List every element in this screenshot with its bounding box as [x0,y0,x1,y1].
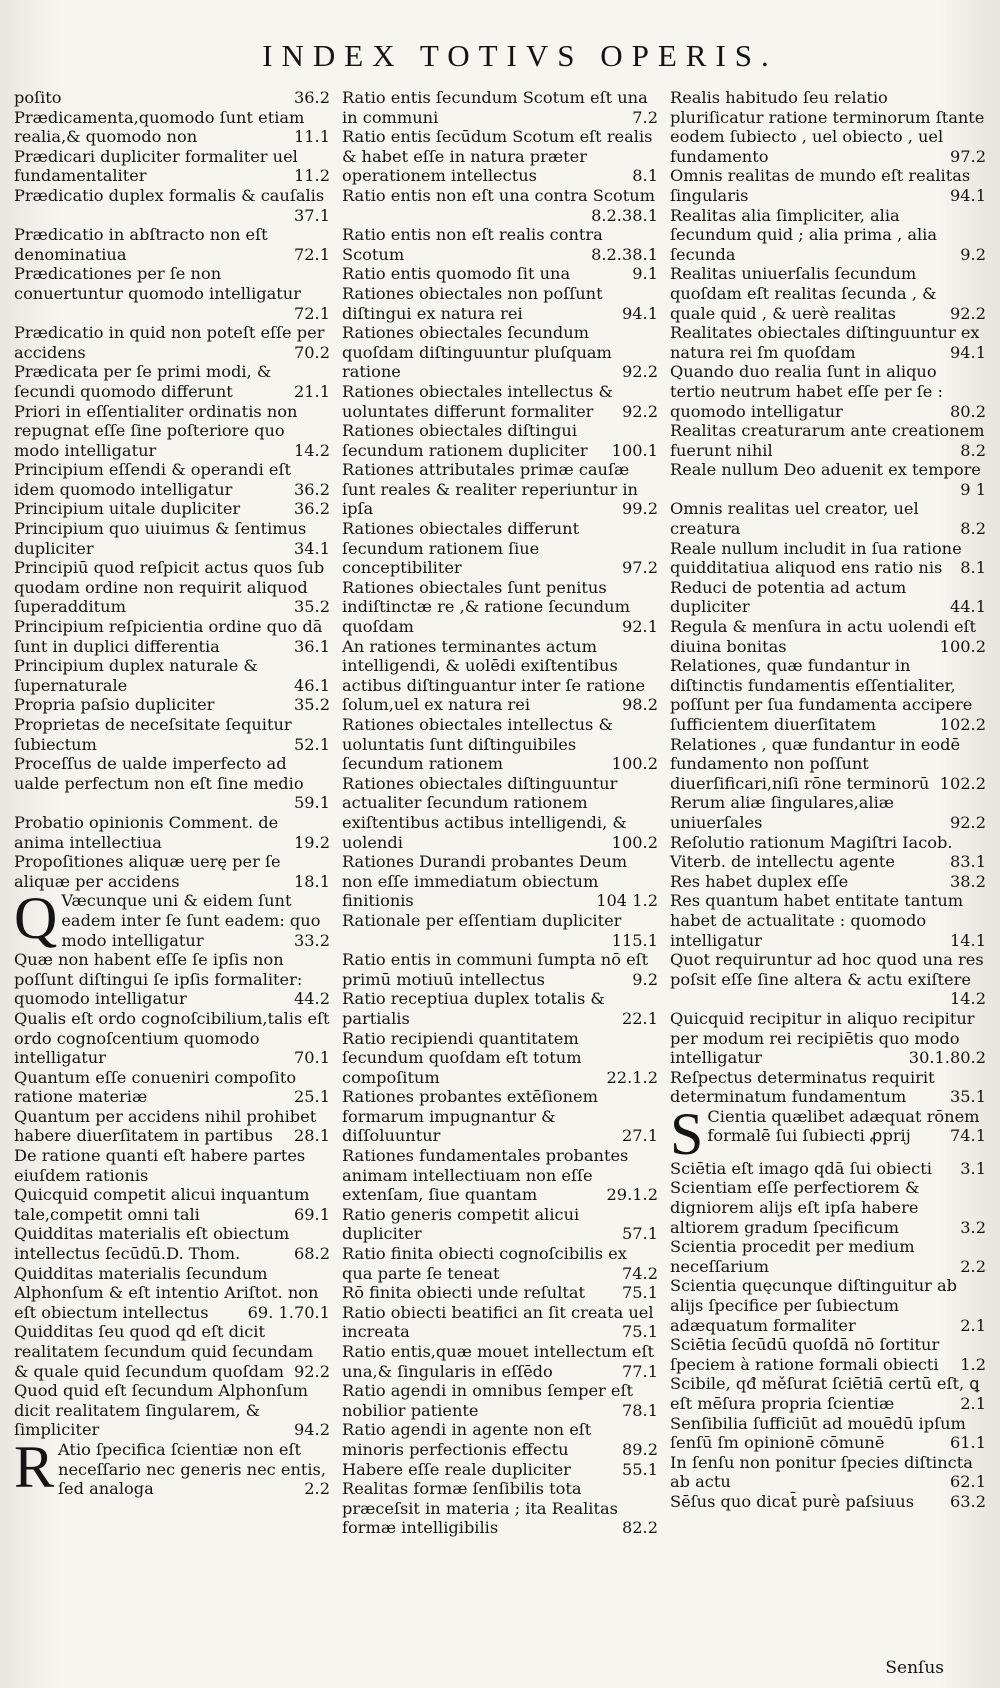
entry-text: Relationes, quæ fundantur in diſtinctis fundamentis eſſentialiter, poſſunt per ſua fundamenta accipere ſufficientem diuerſitatem [670,656,973,734]
page-reference: 62.1 [949,1472,986,1492]
entry-text: Quæ non habent eſſe ſe ipſis non poſſunt diſtingui ſe ipſis formaliter: quomodo intelligatur [14,950,303,1009]
page-reference: 14.2 [949,989,986,1009]
index-entry [342,774,658,852]
entry-text: Quicquid competit alicui inquantum tale,competit omni tali [14,1185,310,1224]
entry-text: De ratione quanti eſt habere partes eiuſdem rationis [14,1146,306,1185]
page-reference: 94.1 [949,185,986,205]
entry-text: poſito [14,88,62,107]
entry-text: Prædicatio duplex formalis & cauſalis [14,185,325,205]
entry-text: Probatio opinionis Comment. de anima intellectiua [14,812,279,852]
index-entry [670,793,986,832]
index-entry [342,911,658,950]
page-reference: 63.2 [949,1491,986,1511]
index-entry [342,127,658,186]
entry-text: Scibile, qđ měſurat ſciētiā certū eſt, ꝗ eſt mēſura propria ſcientiæ [670,1374,980,1413]
page-reference: 102.2 [939,773,986,793]
index-entry [342,1479,658,1538]
index-entry [342,578,658,637]
page-reference: 82.2 [621,1518,658,1538]
page-reference: 25.1 [293,1087,330,1107]
entry-text: Principium reſpicientia ordine quo dā ſunt in duplici differentia [14,617,323,656]
entry-text: Quidditas materialis eſt obiectum intellectus ſecūdū.D. Thom. [14,1224,290,1264]
drop-cap: S [670,1100,704,1167]
entry-text: Prædicatio in quid non poteſt eſſe per accidens [14,323,325,362]
index-entry [14,499,330,519]
page-reference: 77.1 [621,1361,658,1381]
page-reference: 69. 1.70.1 [247,1302,330,1322]
entry-text: Ratio entis ſecūdum Scotum eſt realis & habet eſſe in natura præter operationem intellectus [342,127,653,186]
index-entry [14,1185,330,1224]
page-reference: 28.1 [293,1126,330,1146]
page-reference: 46.1 [293,675,330,695]
page-reference: 14.2 [293,440,330,460]
page-reference: 8.2.38.1 [591,244,658,264]
page-reference: 3.2 [960,1217,986,1237]
page-reference: 104 1.2 [596,891,658,911]
entry-text: Qualis eſt ordo cognoſcibilium,talis eſt ordo cognoſcentium quomodo intelligatur [14,1008,330,1068]
page-reference: 18.1 [293,871,330,891]
index-entry [14,147,330,186]
index-entry [342,323,658,382]
index-entry [670,88,986,166]
index-entry [14,695,330,715]
index-entry [14,362,330,401]
index-entry [670,460,986,499]
entry-text: An rationes terminantes actum intelligendi, & uolēdi exiſtentibus actibus diſtinguantur inter ſe ratione ſolum,uel ex natura rei [342,636,646,715]
entry-text: Ratio entis quomodo ſit una [342,264,571,284]
index-entry [670,1276,986,1335]
page-reference: 94.1 [949,342,986,362]
index-entry [670,499,986,538]
entry-text: Rationes obiectales non poſſunt diſtingui ex natura rei [342,283,603,323]
index-entry [14,108,330,147]
index-column-2 [342,88,658,1538]
page-reference: 8.1 [960,558,986,578]
index-entry [14,715,330,754]
index-entry [14,852,330,891]
page-reference: 27.1 [621,1126,658,1146]
entry-text: Sēſus quo dicat̄ purè paſsiuus [670,1491,915,1511]
page-reference: 9.2 [960,244,986,264]
index-entry [342,519,658,578]
entry-text: Ratio generis competit alicui dupliciter [342,1204,580,1244]
index-entry [670,166,986,205]
entry-text: Scientia quęcunque diſtinguitur ab alijs ſpecifice per ſubiectum adæquatum formaliter [670,1276,958,1335]
entry-text: Habere eſſe reale dupliciter [342,1459,571,1479]
page-reference: 29.1.2 [606,1185,658,1205]
index-entry [670,656,986,734]
page-reference: 115.1 [611,930,658,950]
entry-text: Quando duo realia ſunt in aliquo tertio neutrum habet eſſe per ſe : quomodo intelligatur [670,362,943,421]
page-reference: 36.2 [293,499,330,519]
entry-text: Priori in eſſentialiter ordinatis non repugnat eſſe ſine poſteriore quo modo intelligatur [14,401,298,460]
drop-cap: Q [14,885,58,952]
entry-text: Scientia procedit per medium neceſſarium [670,1237,915,1276]
index-entry [342,1087,658,1146]
page-reference: 61.1 [949,1433,986,1453]
page-reference: 30.1.80.2 [908,1048,986,1068]
page-reference: 11.2 [293,166,330,186]
page-reference: 75.1 [621,1322,658,1342]
entry-text: Realitates obiectales diſtinguuntur ex natura rei ſm quoſdam [670,323,980,362]
page-reference: 2.1 [960,1315,986,1335]
index-entry [14,617,330,656]
page-reference: 89.2 [621,1439,658,1459]
index-entry [670,1009,986,1068]
index-entry [14,1107,330,1146]
index-entry [14,460,330,499]
index-entry [342,1244,658,1283]
index-entry [670,421,986,460]
page-reference: 74.2 [621,1263,658,1283]
page-reference: 92.2 [949,303,986,323]
page-reference: 57.1 [621,1224,658,1244]
page-reference: 92.2 [949,812,986,832]
entry-text: Quot requiruntur ad hoc quod una res poſsit eſſe ſine altera & actu exiſtere [670,950,984,989]
page-reference: 98.2 [621,695,658,715]
index-entry [670,323,986,362]
entry-text: Omnis realitas uel creator, uel creatura [670,499,919,539]
index-entry [342,1205,658,1244]
page-reference: 52.1 [293,734,330,754]
entry-text: Reale nullum Deo aduenit ex tempore [670,460,981,480]
entry-text: Principium uitale dupliciter [14,499,241,519]
page-reference: 34.1 [293,538,330,558]
entry-text: Res habet duplex eſſe [670,871,849,891]
page-reference: 19.2 [293,832,330,852]
page-reference: 35.1 [949,1087,986,1107]
index-entry [342,1420,658,1459]
page-reference: 14.1 [949,930,986,950]
page-reference: 100.2 [611,832,658,852]
index-entry [342,1303,658,1342]
index-entry [342,460,658,519]
page-reference: 97.2 [621,558,658,578]
entry-text: Cientia quælibet adæquat rōnem formalē ſui ſubiecti ꝓprij [707,1106,980,1146]
entry-text: Omnis realitas de mundo eſt realitas ſingularis [670,166,971,205]
entry-text: Proprietas de neceſsitate ſequitur ſubiectum [14,715,292,754]
index-entry [670,891,986,950]
page-reference: 55.1 [621,1459,658,1479]
page-reference: 68.2 [293,1244,330,1264]
entry-text: Rationes Durandi probantes Deum non eſſe immediatum obiectum finitionis [342,852,628,911]
entry-text: Ratio entis non eſt realis contra Scotum [342,225,603,264]
entry-text: Quidditas materialis ſecundum Alphonſum & eſt intentio Ariſtot. non eſt obiectum intellectus [14,1263,319,1322]
entry-text: Reale nullum includit in ſua ratione quidditatiua aliquod ens ratio nis [670,538,962,578]
page-reference: 97.2 [949,146,986,166]
entry-text: Ratio agendi in omnibus ſemper eſt nobilior patiente [342,1381,633,1420]
index-entry [342,852,658,911]
index-entry [670,1159,986,1179]
entry-text: Rationes attributales primæ cauſæ ſunt reales & realiter reperiuntur in ipſa [342,460,638,519]
entry-text: Rationes probantes extēſionem formarum impugnantur & diſſoluuntur [342,1087,598,1146]
page-reference: 1.2 [960,1354,986,1374]
page-reference: 37.1 [293,205,330,225]
page-reference: 2.2 [304,1479,330,1499]
index-entry [670,206,986,265]
page-reference: 92.2 [621,401,658,421]
index-entry [14,813,330,852]
index-entry [342,1029,658,1088]
page-reference: 38.2 [949,871,986,891]
entry-text: Rationes obiectales diſtinguuntur actualiter ſecundum rationem exiſtentibus actibus intelligendi, & uolendi [342,773,627,852]
index-entry [14,323,330,362]
index-entry [14,656,330,695]
index-columns [14,88,986,1538]
entry-text: Realitas uniuerſalis ſecundum quoſdam eſt realitas ſecunda , & quale quid , & uerè realitas [670,264,937,323]
page-reference: 21.1 [293,381,330,401]
page-reference: 92.1 [621,617,658,637]
index-entry [342,989,658,1028]
index-entry [670,1100,986,1167]
index-entry [14,1322,330,1381]
page-reference: 102.2 [939,715,986,734]
entry-text: Relationes , quæ fundantur in eodē fundamento non poſſunt diuerſificari,niſi rōne terminorū [670,734,961,793]
entry-text: Scientiam eſſe perfectiorem & digniorem alijs eſt ipſa habere altiorem gradum ſpecificum [670,1178,920,1237]
entry-text: Sciētia ſecūdū quoſdā nō ſortitur ſpeciem à ratione formali obiecti [670,1335,940,1374]
page-reference: 78.1 [621,1400,658,1420]
index-entry [14,1381,330,1440]
page-reference: 94.1 [621,303,658,323]
index-entry [14,225,330,264]
index-entry [670,735,986,794]
entry-text: Regula & menſura in actu uolendi eſt diuina bonitas [670,617,977,656]
entry-text: Rationes obiectales ſecundum quoſdam diſtinguuntur pluſquam ratione [342,323,612,382]
page-reference: 72.1 [293,244,330,264]
index-entry [14,1433,330,1500]
entry-text: Ratio obiecti beatifici an ſit creata uel increata [342,1302,654,1342]
page-reference: 22.1.2 [606,1067,658,1087]
entry-text: Rationes obiectales ſunt penitus indiſtinctæ re ,& ratione ſecundum quoſdam [342,577,630,637]
entry-text: Rationes obiectales intellectus & uoluntatis ſunt diſtinguibiles ſecundum rationem [342,715,613,774]
page-reference: 22.1 [621,1008,658,1028]
index-entry [342,382,658,421]
page-reference: 11.1 [293,127,330,147]
page-reference: 74.1 [949,1126,986,1146]
index-entry [342,264,658,284]
page-reference: 35.2 [293,695,330,715]
entry-text: Sciētia eſt imago qdā ſui obiecti [670,1158,932,1178]
index-entry [342,225,658,264]
entry-text: Quantum per accidens nihil prohibet habere diuerſitatem in partibus [14,1106,317,1146]
page-reference: 75.1 [621,1283,658,1303]
entry-text: Atio ſpecifica ſcientiæ non eſt neceſſario nec generis nec entis, ſed analoga [58,1439,327,1499]
entry-text: Rationale per eſſentiam dupliciter [342,910,622,930]
entry-text: Ratio recipiendi quantitatem ſecundum quoſdam eſt totum compoſitum [342,1028,582,1087]
page-reference: 2.2 [960,1256,986,1276]
index-entry [14,1264,330,1323]
index-entry [670,1414,986,1453]
page-reference: 94.2 [293,1420,330,1440]
running-head: INDEX TOTIVS OPERIS. [262,38,778,73]
index-entry [14,1009,330,1068]
entry-text: Principium duplex naturale & ſupernaturale [14,656,258,695]
entry-text: Rationes obiectales intellectus & uoluntates differunt formaliter [342,381,613,421]
entry-text: Realitas alia ſimpliciter, alia ſecundum quid ; alia prima , alia ſecunda [670,205,938,264]
index-column-1 [14,88,330,1538]
page-reference: 33.2 [293,930,330,950]
entry-text: Quicquid recipitur in aliquo recipitur per modum rei recipiētis quo modo intelligatur [670,1008,975,1068]
page-reference: 9.2 [632,969,658,989]
page-reference: 36.2 [293,88,330,107]
entry-text: Rationes obiectales differunt ſecundum rationem ſiue conceptibiliter [342,519,580,578]
page-reference: 8.2.38.1 [591,205,658,225]
entry-text: Principiū quod reſpicit actus quos ſub quodam ordine non requirit aliquod ſuperadditum [14,558,325,617]
index-entry [670,950,986,1009]
entry-text: Rerum aliæ ſingulares,aliæ uniuerſales [670,793,894,832]
page-reference: 70.2 [293,342,330,362]
page-reference: 2.1 [960,1394,986,1413]
page-reference: 80.2 [949,401,986,421]
entry-text: Propoſitiones aliquæ uerę per ſe aliquæ per accidens [14,852,281,891]
page-reference: 3.1 [960,1158,986,1178]
index-entry [670,1237,986,1276]
page-reference: 92.2 [293,1361,330,1381]
entry-text: Quantum eſſe conueniri compoſito ratione materiæ [14,1067,297,1107]
index-entry [14,402,330,461]
page-reference: 9.1 [632,264,658,284]
catchword: Senſus [885,1658,944,1678]
page-reference: 9 1 [960,479,986,499]
index-entry [14,1146,330,1185]
entry-text: Prædicari dupliciter formaliter uel fundamentaliter [14,146,298,186]
entry-text: Realis habitudo ſeu relatio pluriſicatur ratione terminorum ſtante eodem ſubiecto , uel obiecto , uel fundamento [670,88,985,166]
entry-text: Prædicamenta,quomodo ſunt etiam realia,& quomodo non [14,107,305,147]
entry-text: Ratio receptiua duplex totalis & partialis [342,989,605,1028]
entry-text: Realitas creaturarum ante creationem fuerunt nihil [670,421,985,460]
index-entry [670,1335,986,1374]
index-entry [14,88,330,108]
index-entry [14,519,330,558]
entry-text: Ratio entis in communi ſumpta nō eſt primū motiuū intellectus [342,950,649,989]
entry-text: Ratio entis,quæ mouet intellectum eſt una,& ſingularis in eſſēdo [342,1342,655,1381]
index-entry [342,284,658,323]
index-entry [14,885,330,952]
index-entry [670,1374,986,1413]
index-entry [14,264,330,323]
page-reference: 8.2 [960,519,986,539]
page-reference: 36.2 [293,479,330,499]
index-entry [670,872,986,892]
entry-text: In ſenſu non ponitur ſpecies diſtincta ab actu [670,1452,973,1492]
drop-cap: R [14,1433,55,1500]
entry-text: Væcunque uni & eidem ſunt eadem inter ſe ſunt eadem: quo modo intelligatur [61,891,321,950]
page-reference: 99.2 [621,499,658,519]
page-reference: 72.1 [293,303,330,323]
page-reference: 92.2 [621,362,658,382]
entry-text: Quod quid eſt ſecundum Alphonſum dicit realitatem ſingularem, & ſimpliciter [14,1381,309,1440]
page-reference: 70.1 [293,1048,330,1068]
page-reference: 36.1 [293,636,330,656]
page-reference: 8.1 [632,166,658,186]
index-entry [342,421,658,460]
index-entry [342,1283,658,1303]
page-reference: 100.1 [611,440,658,460]
index-column-3 [670,88,986,1538]
index-entry [342,1342,658,1381]
index-entry [670,1492,986,1512]
entry-text: Realitas formæ ſenſibilis tota præceſsit in materia ; ita Realitas formæ intelligibilis [342,1479,618,1538]
index-entry [342,1381,658,1420]
entry-text: Ratio entis non eſt una contra Scotum [342,185,655,205]
page-reference: 7.2 [632,107,658,127]
index-entry [670,1178,986,1237]
entry-text: Reſolutio rationum Magiſtri Iacob. Viterb. de intellectu agente [670,832,953,872]
index-entry [670,1453,986,1492]
page-reference: 59.1 [293,793,330,813]
entry-text: Ratio entis ſecundum Scotum eſt una in communi [342,88,648,127]
index-entry [342,950,658,989]
index-entry [670,1068,986,1107]
entry-text: Res quantum habet entitate tantum habet de actualitate : quomodo intelligatur [670,891,964,950]
page-reference: 44.1 [949,597,986,617]
index-entry [670,362,986,421]
entry-text: Principium quo uiuimus & ſentimus dupliciter [14,519,307,558]
entry-text: Ratio agendi in agente non eſt minoris perfectionis effectu [342,1420,592,1459]
page-reference: 44.2 [293,989,330,1009]
page-reference: 100.2 [939,636,986,656]
index-entry [670,833,986,872]
index-entry [14,558,330,617]
index-entry [342,88,658,127]
page-reference: 35.2 [293,597,330,617]
index-entry [342,1460,658,1480]
entry-text: Reduci de potentia ad actum dupliciter [670,577,907,617]
index-entry [342,186,658,225]
page-reference: 69.1 [293,1204,330,1224]
index-entry [14,1068,330,1107]
entry-text: Propria paſsio dupliciter [14,695,215,715]
entry-text: Prædicationes per ſe non conuertuntur quomodo intelligatur [14,264,301,303]
index-entry [670,539,986,578]
entry-text: Proceſſus de ualde imperfecto ad ualde perfectum non eſt ſine medio [14,754,304,793]
index-entry [14,186,330,225]
entry-text: Rationes fundamentales probantes animam intellectiuam non eſſe extenſam, ſiue quantam [342,1146,629,1205]
index-entry [670,617,986,656]
entry-text: Rationes obiectales diſtingui ſecundum rationem dupliciter [342,421,588,460]
entry-text: Rō finita obiecti unde reſultat [342,1283,586,1303]
index-entry [670,578,986,617]
entry-text: Quidditas ſeu quod qd eſt dicit realitatem ſecundum quid ſecundam & quale quid ſecundum quoſdam [14,1322,314,1381]
index-entry [14,754,330,813]
entry-text: Senſibilia ſufficiūt ad mouēdū ipſum ſenſū ſm opinionē cōmunē [670,1413,966,1453]
index-entry [14,1224,330,1263]
index-entry [342,715,658,774]
index-entry [670,264,986,323]
entry-text: Reſpectus determinatus requirit determinatum fundamentum [670,1067,935,1107]
index-entry [14,950,330,1009]
entry-text: Prædicata per ſe primi modi, & ſecundi quomodo differunt [14,362,272,401]
page-reference: 8.2 [960,440,986,460]
page-reference: 83.1 [949,852,986,872]
index-entry [342,637,658,715]
entry-text: Ratio finita obiecti cognoſcibilis ex qua parte ſe teneat [342,1244,627,1283]
entry-text: Principium eſſendi & operandi eſt idem quomodo intelligatur [14,460,292,499]
entry-text: Prædicatio in abſtracto non eſt denominatiua [14,225,268,264]
page-reference: 100.2 [611,754,658,774]
index-entry [342,1146,658,1205]
